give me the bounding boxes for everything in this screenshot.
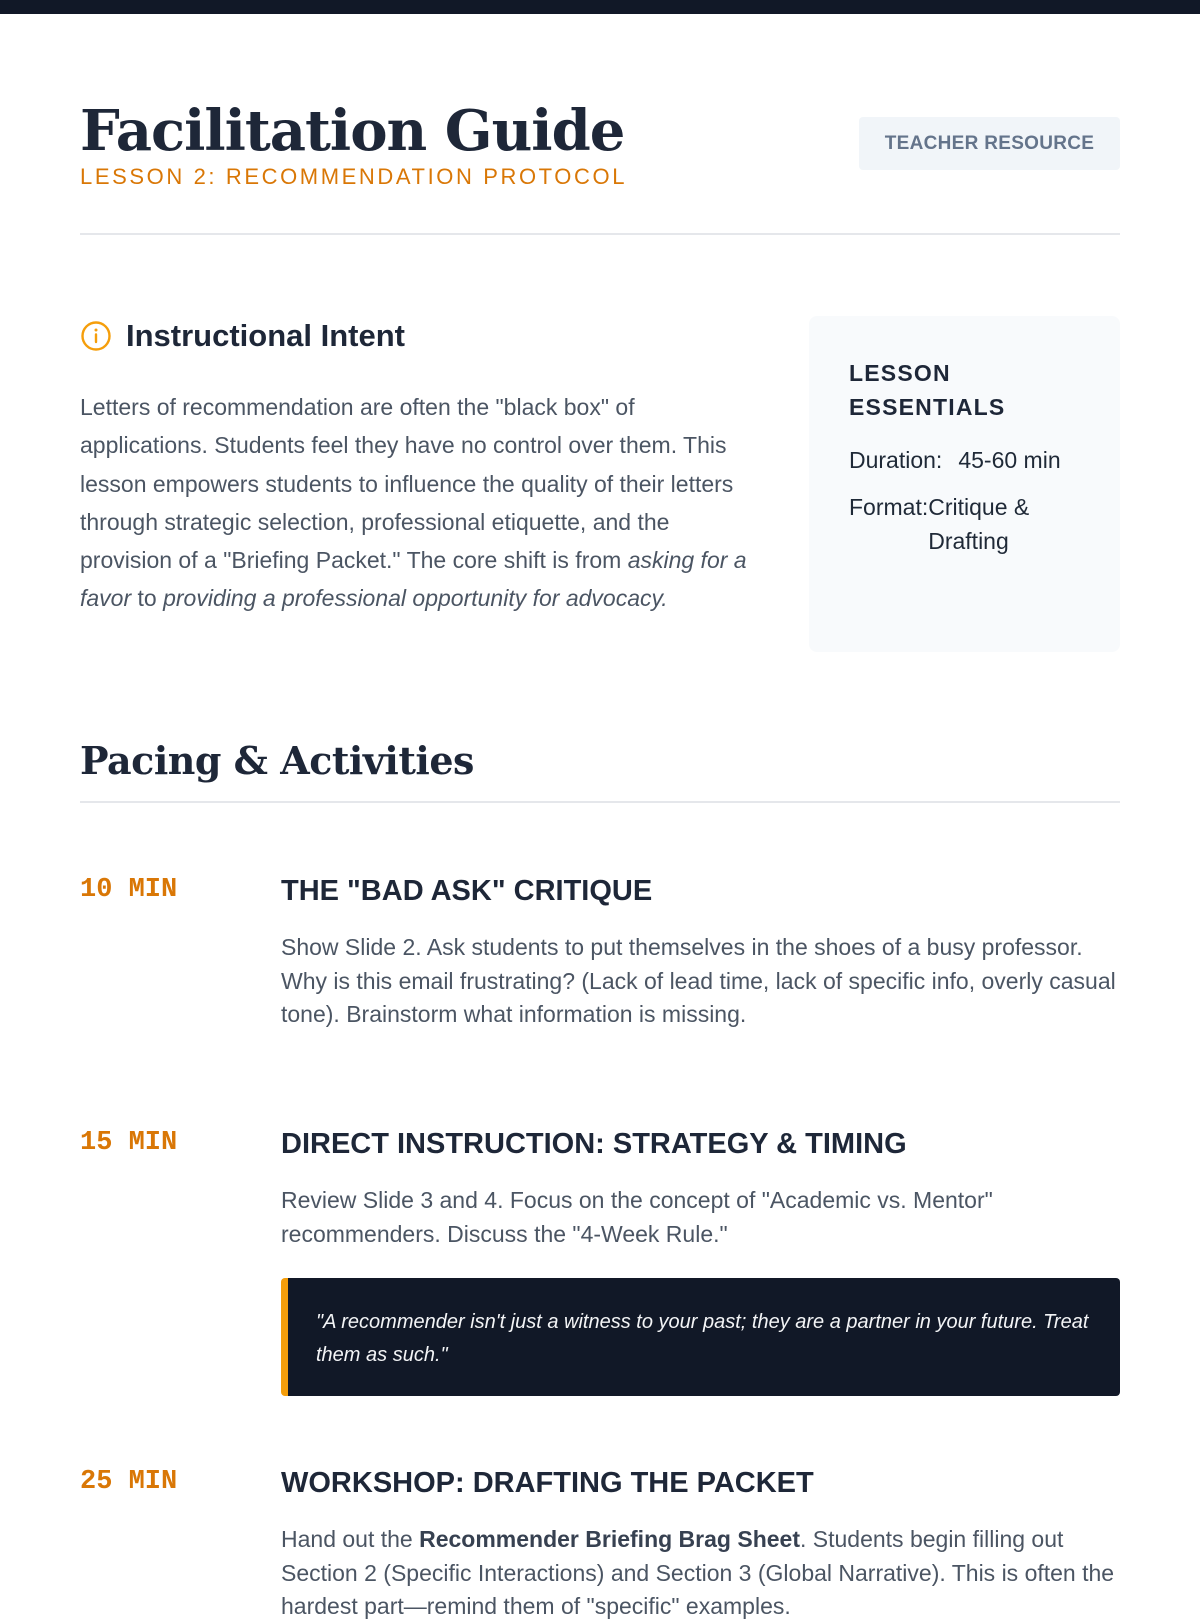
essentials-format-row — [849, 490, 1078, 558]
pacing-divider — [80, 801, 1120, 803]
activity-desc-start: Hand out the — [281, 1526, 420, 1552]
activity-duration: 25 MIN — [80, 1467, 178, 1497]
callout-quote: "A recommender isn't just a witness to your past; they are a partner in your future. Treat them as such." — [281, 1278, 1120, 1396]
intent-emphasis-advocacy: providing a professional opportunity for advocacy. — [163, 585, 668, 612]
format-value: Critique & Drafting — [928, 494, 1030, 554]
activity-duration: 15 MIN — [80, 1128, 178, 1158]
pacing-title: Pacing & Activities — [80, 738, 474, 783]
teacher-resource-badge: TEACHER RESOURCE — [859, 117, 1120, 170]
activity-title: WORKSHOP: DRAFTING THE PACKET — [281, 1467, 814, 1499]
activity-duration: 10 MIN — [80, 875, 178, 905]
activity-title: THE "BAD ASK" CRITIQUE — [281, 875, 653, 907]
essentials-title: LESSON ESSENTIALS — [849, 360, 1006, 420]
intent-heading — [80, 318, 405, 354]
intent-title: Instructional Intent — [126, 318, 405, 353]
info-icon — [80, 320, 112, 352]
format-label: Format: — [849, 494, 929, 520]
activity-description: Review Slide 3 and 4. Focus on the concept of "Academic vs. Mentor" recommenders. Discuss the "4-Week Rule." — [281, 1187, 993, 1247]
activity-description — [281, 1523, 1120, 1624]
activity-desc-end: . Students begin filling out Section 2 (Specific Interactions) and Section 3 (Global Narrative). This is often the hardest part—remind them of "specific" examples. — [281, 1526, 1115, 1619]
header-divider — [80, 233, 1120, 235]
lesson-essentials-card — [809, 316, 1120, 652]
brag-sheet-name: Recommender Briefing Brag Sheet — [419, 1526, 800, 1552]
duration-label: Duration: — [849, 447, 943, 473]
activity-description: Show Slide 2. Ask students to put themselves in the shoes of a busy professor. Why is this email frustrating? (Lack of lead time, lack of specific info, overly casual tone). Brainstorm what information is missing. — [281, 934, 1116, 1027]
intent-emphasis-favor: asking for a favor — [80, 547, 747, 612]
intent-body-start: Letters of recommendation are often the "black box" of applications. Students feel they have no control over them. This lesson empowers students to influence the quality of their letters through strategic selection, professional etiquette, and the provision of a "Briefing Packet." The core shift is from — [80, 394, 734, 574]
duration-value: 45-60 min — [958, 447, 1061, 473]
page-subtitle: LESSON 2: RECOMMENDATION PROTOCOL — [80, 164, 628, 189]
page-title: Facilitation Guide — [80, 98, 625, 164]
essentials-duration-row — [849, 443, 1108, 477]
activity-title: DIRECT INSTRUCTION: STRATEGY & TIMING — [281, 1128, 907, 1160]
intent-paragraph — [80, 388, 760, 618]
intent-body-mid: to — [131, 585, 164, 612]
top-bar — [0, 0, 1200, 14]
